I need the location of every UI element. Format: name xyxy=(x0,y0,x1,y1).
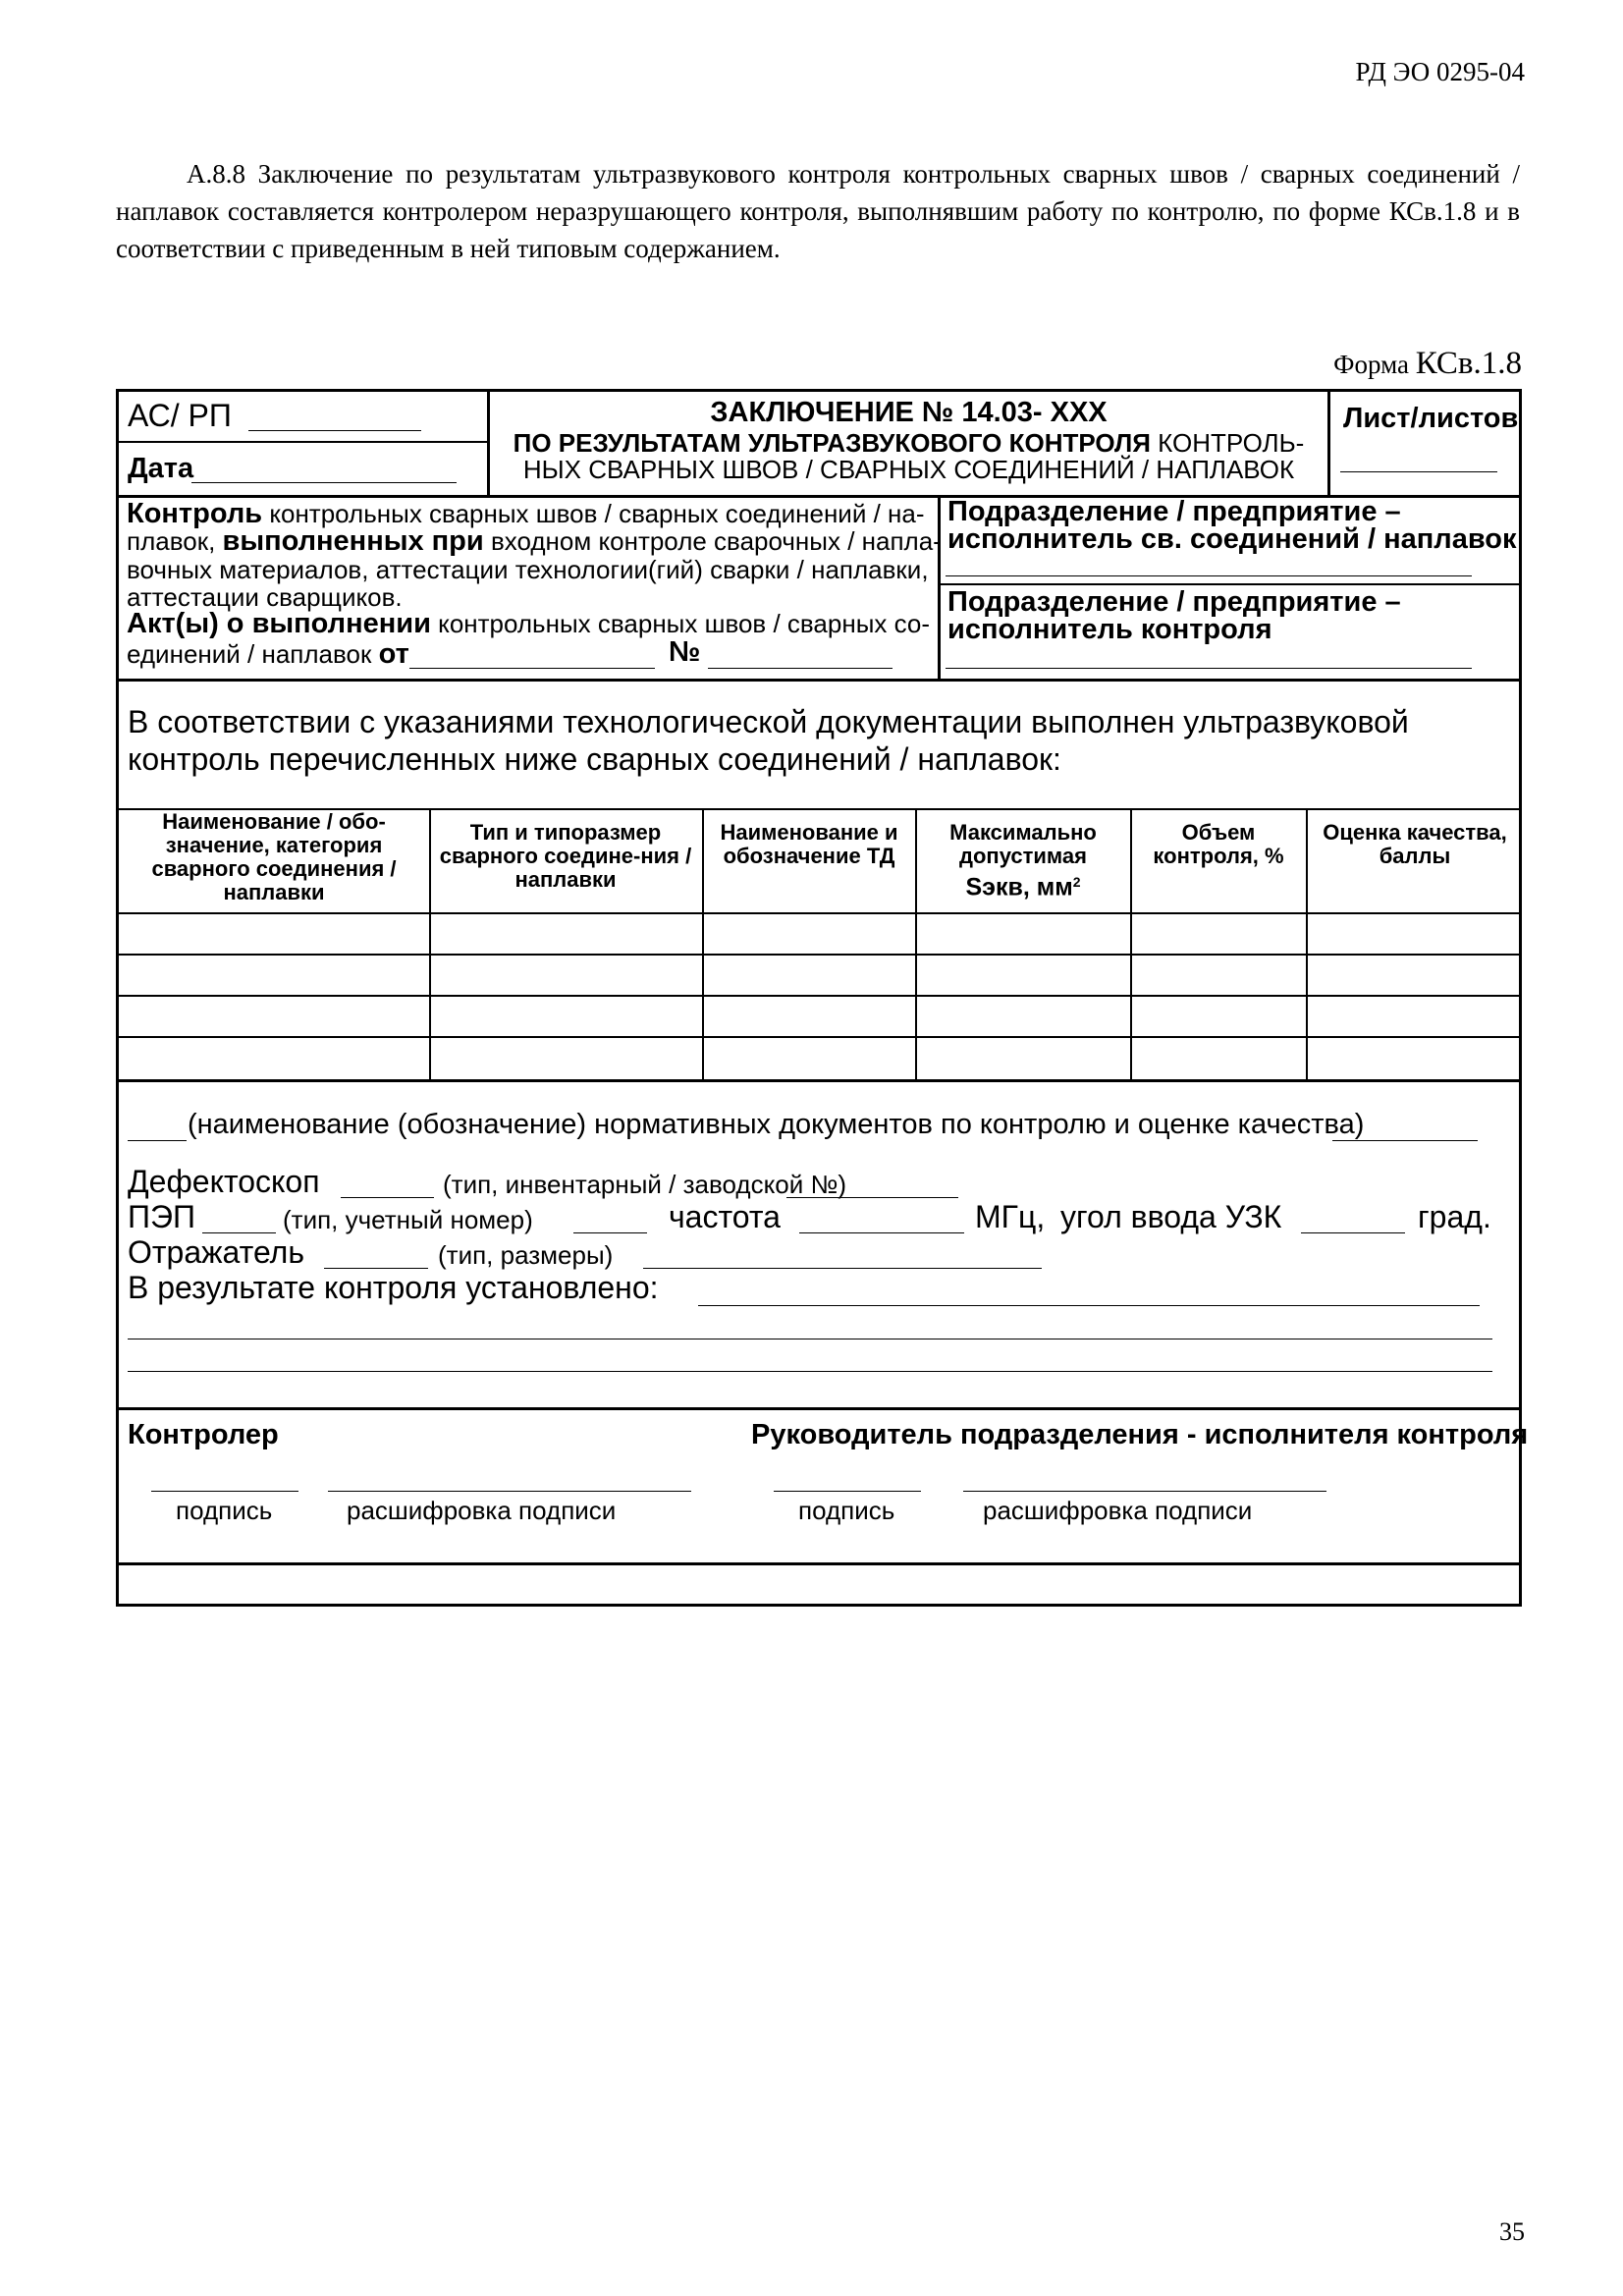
control-line-3: вочных материалов, аттестации технологии(гий) сварки / наплавки, xyxy=(127,555,929,584)
control-bold: выполненных при xyxy=(222,525,484,557)
result-field[interactable] xyxy=(698,1305,1480,1306)
angle-label: угол ввода УЗК xyxy=(1060,1199,1282,1234)
flaw-detector-type-field[interactable] xyxy=(341,1197,434,1198)
form-title: ЗАКЛЮЧЕНИЕ № 14.03- XXX xyxy=(710,397,1108,428)
form-ksv-1-8 xyxy=(116,389,1529,1607)
column-header: Наименование / обо-значение, категория сварного соединения / наплавки xyxy=(151,809,397,904)
control-line-2 xyxy=(127,525,942,558)
flaw-detector-label: Дефектоскоп xyxy=(128,1164,320,1199)
table-col-divider xyxy=(429,808,431,1079)
divider xyxy=(938,495,941,679)
result-field-line[interactable] xyxy=(128,1371,1492,1372)
dept-weld-label: Подразделение / предприятие – xyxy=(947,496,1401,527)
sheet-field[interactable] xyxy=(1340,471,1497,472)
head-signature-field[interactable] xyxy=(774,1491,921,1492)
inspector-label: Контролер xyxy=(128,1419,279,1450)
form-label-code: КСв.1.8 xyxy=(1415,346,1522,381)
signature-decode-caption: расшифровка подписи xyxy=(983,1496,1253,1525)
divider xyxy=(119,679,1519,682)
act-number-field[interactable] xyxy=(708,668,893,669)
column-header-label: Максимально допустимая xyxy=(949,820,1097,868)
inspector-signature-field[interactable] xyxy=(151,1491,298,1492)
act-text: контрольных сварных швов / сварных со- xyxy=(430,609,931,638)
signature-decode-caption: расшифровка подписи xyxy=(347,1496,617,1525)
form-title-bold: ПО РЕЗУЛЬТАТАМ УЛЬТРАЗВУКОВОГО КОНТРОЛЯ xyxy=(513,428,1151,458)
result-label: В результате контроля установлено: xyxy=(128,1270,659,1305)
form-label xyxy=(1333,346,1522,382)
table-col-divider xyxy=(1130,808,1132,1079)
table-row-divider xyxy=(119,954,1519,956)
form-title-line3: НЫХ СВАРНЫХ ШВОВ / СВАРНЫХ СОЕДИНЕНИЙ / НАПЛАВОК xyxy=(522,455,1295,484)
table-row-divider xyxy=(119,995,1519,997)
divider xyxy=(119,1407,1519,1410)
reflector-size-field[interactable] xyxy=(643,1268,1042,1269)
pep-number-field[interactable] xyxy=(573,1232,647,1233)
pep-note: (тип, учетный номер) xyxy=(283,1205,533,1234)
norm-docs-field[interactable] xyxy=(128,1140,187,1141)
column-header: Наименование и обозначение ТД xyxy=(720,820,898,868)
act-from-label: от xyxy=(378,638,409,670)
column-header: Оценка качества, баллы xyxy=(1323,820,1507,868)
act-date-field[interactable] xyxy=(409,668,655,669)
table-col-divider xyxy=(702,808,704,1079)
control-line-4: аттестации сварщиков. xyxy=(127,582,403,612)
table-bottom xyxy=(119,1079,1519,1082)
document-code: РД ЭО 0295-04 xyxy=(1355,57,1525,86)
flaw-detector-number-field[interactable] xyxy=(786,1197,958,1198)
act-line-2 xyxy=(127,638,409,671)
control-text: плавок, xyxy=(127,526,223,556)
dept-ctrl-label-2: исполнитель контроля xyxy=(947,614,1272,645)
sheet-label: Лист/листов xyxy=(1343,403,1519,434)
column-header-unit: Sэкв, $мм^2$ xyxy=(965,873,1081,902)
divider xyxy=(938,583,1519,585)
norm-docs-label: (наименование (обозначение) нормативных документов по контролю и оценке качества) xyxy=(188,1109,1365,1140)
angle-field[interactable] xyxy=(1301,1232,1405,1233)
page-number: 35 xyxy=(1499,2217,1525,2246)
act-text: единений / наплавок xyxy=(127,639,379,669)
act-number-label: № xyxy=(669,636,701,668)
form-label-prefix: Форма xyxy=(1333,350,1416,379)
dept-ctrl-label: Подразделение / предприятие – xyxy=(947,586,1401,618)
norm-docs-field-end[interactable] xyxy=(1332,1140,1478,1141)
control-text: контрольных сварных швов / сварных соединений / на- xyxy=(262,499,925,528)
head-name-field[interactable] xyxy=(963,1491,1326,1492)
pep-label: ПЭП xyxy=(128,1199,195,1234)
as-rp-label: АС/ РП xyxy=(128,398,232,433)
pep-type-field[interactable] xyxy=(202,1232,276,1233)
act-bold: Акт(ы) о выполнении xyxy=(127,608,431,639)
form-title-rest: КОНТРОЛЬ- xyxy=(1150,428,1305,458)
signature-caption: подпись xyxy=(798,1496,895,1525)
intro-paragraph: А.8.8 Заключение по результатам ультразвукового контроля контрольных сварных швов / сварных соединений / наплавок составляется контролером неразрушающего контроля, выполнявшим работу по контролю, по форме КСв.1.8 и в соответствии с приведенным в ней типовым содержанием. xyxy=(116,159,1520,263)
column-header xyxy=(922,821,1124,900)
table-row-divider xyxy=(119,1036,1519,1038)
dept-ctrl-field[interactable] xyxy=(946,668,1472,669)
frequency-label: частота xyxy=(669,1199,781,1234)
frequency-field[interactable] xyxy=(799,1232,964,1233)
column-header: Тип и типоразмер сварного соедине-ния / наплавки xyxy=(439,820,692,892)
table-col-divider xyxy=(1306,808,1308,1079)
dept-weld-label-2: исполнитель св. соединений / наплавок xyxy=(947,523,1517,555)
divider xyxy=(119,441,487,443)
department-head-label: Руководитель подразделения - исполнителя контроля xyxy=(751,1419,1529,1450)
reflector-type-field[interactable] xyxy=(324,1268,428,1269)
reflector-note: (тип, размеры) xyxy=(438,1240,614,1270)
as-rp-field[interactable] xyxy=(248,430,421,431)
column-header: Объем контроля, % xyxy=(1153,820,1284,868)
act-line-1 xyxy=(127,608,930,640)
date-label: Дата xyxy=(128,453,194,484)
table-col-divider xyxy=(915,808,917,1079)
divider xyxy=(119,1562,1519,1565)
table-header-bottom xyxy=(119,912,1519,914)
reflector-label: Отражатель xyxy=(128,1234,305,1270)
statement-line-2: контроль перечисленных ниже сварных соединений / наплавок: xyxy=(128,741,1061,777)
dept-weld-field[interactable] xyxy=(946,575,1472,576)
frequency-unit: МГц, xyxy=(975,1199,1046,1234)
signature-caption: подпись xyxy=(176,1496,273,1525)
statement-line-1: В соответствии с указаниями технологической документации выполнен ультразвуковой xyxy=(128,704,1409,739)
divider xyxy=(1327,392,1330,495)
control-text: входном контроле сварочных / напла- xyxy=(483,526,942,556)
control-bold: Контроль xyxy=(127,498,263,529)
date-field[interactable] xyxy=(191,482,457,483)
inspector-name-field[interactable] xyxy=(328,1491,691,1492)
flaw-detector-note: (тип, инвентарный / заводской №) xyxy=(443,1170,846,1199)
angle-unit: град. xyxy=(1418,1199,1491,1234)
